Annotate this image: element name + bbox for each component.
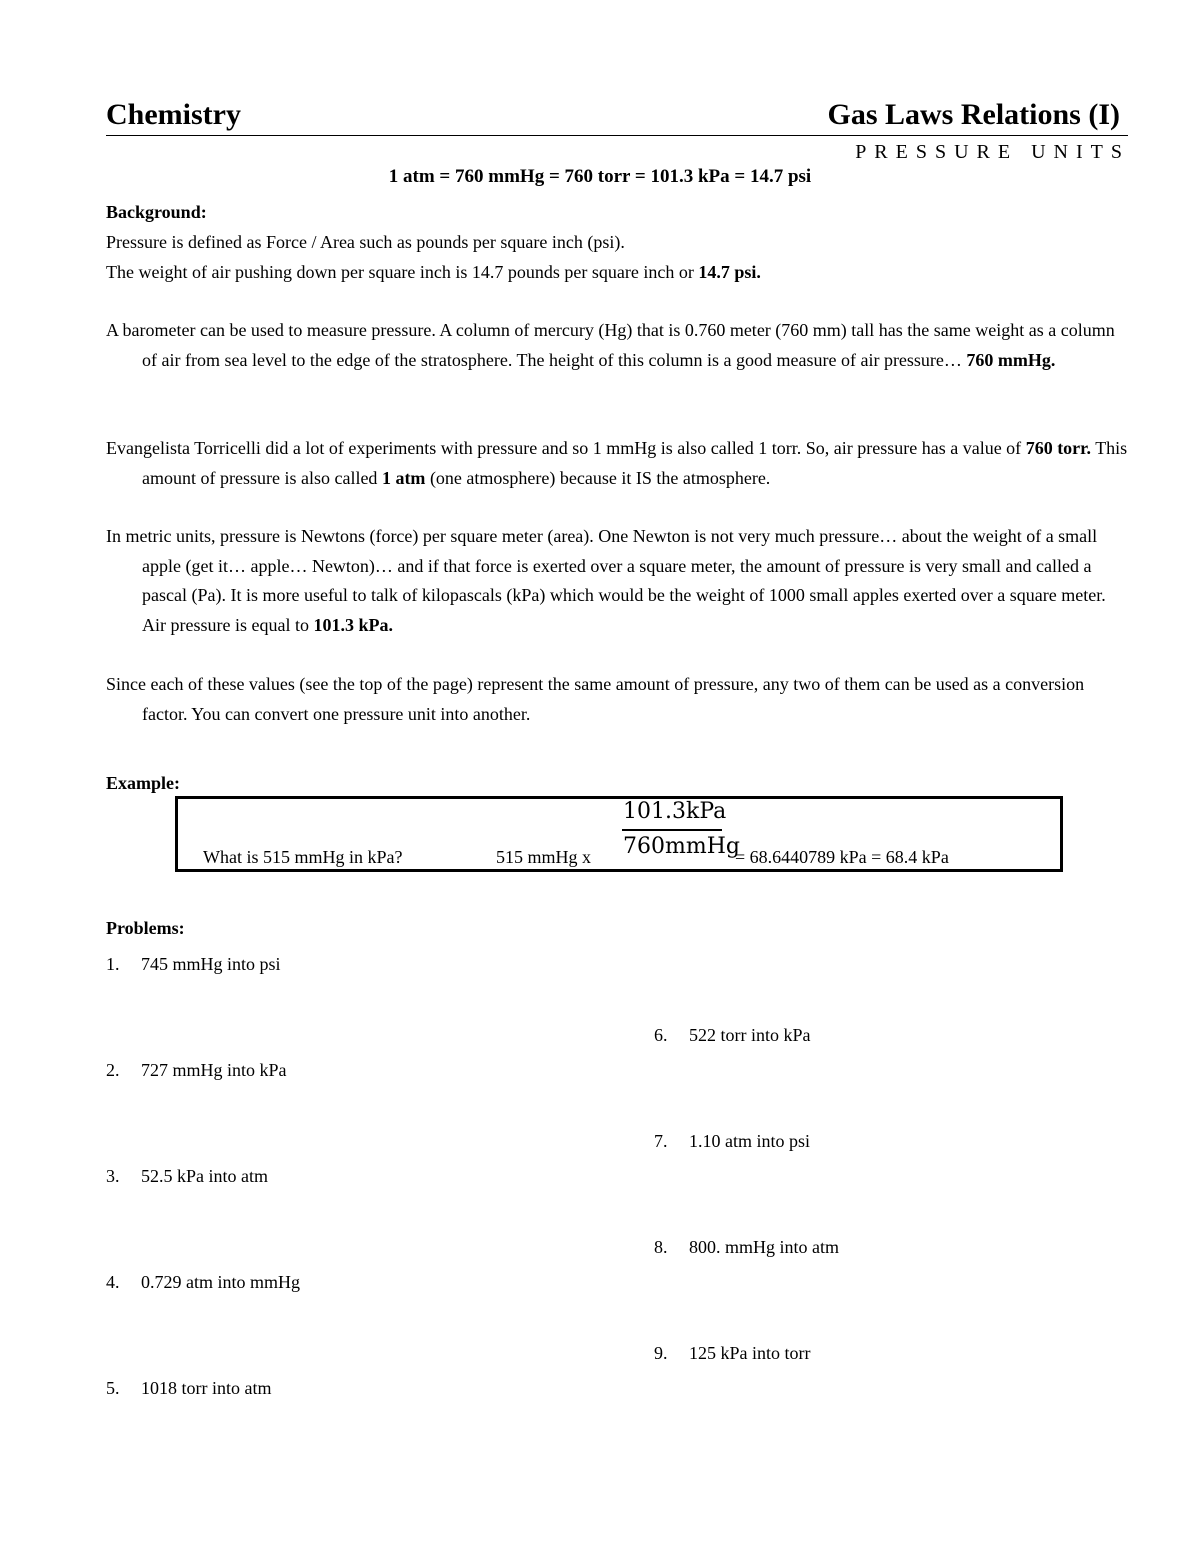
problem-item: 1. 745 mmHg into psi xyxy=(106,954,281,974)
problem-item: 9. 125 kPa into torr xyxy=(654,1343,811,1363)
background-line-1: Pressure is defined as Force / Area such as pounds per square inch (psi). xyxy=(106,232,625,252)
problems-heading: Problems: xyxy=(106,918,185,938)
fraction-bar xyxy=(622,829,722,831)
conversion-paragraph: Since each of these values (see the top of the page) represent the same amount of pressure, any two of them can be used as a conversion factor. You can convert one pressure unit into another. xyxy=(106,674,1085,724)
problem-item: 4. 0.729 atm into mmHg xyxy=(106,1272,300,1292)
example-box xyxy=(175,796,1063,872)
torricelli-paragraph: Evangelista Torricelli did a lot of experiments with pressure and so 1 mmHg is also called 1 torr. So, air pressure has a value of 760 torr. This amount of pressure is also called 1 atm (one atmosphere) because it IS the atmosphere. xyxy=(106,438,1128,488)
example-question: What is 515 mmHg in kPa? xyxy=(203,847,403,867)
problem-item: 2. 727 mmHg into kPa xyxy=(106,1060,287,1080)
barometer-paragraph: A barometer can be used to measure pressure. A column of mercury (Hg) that is 0.760 meter (760 mm) tall has the same weight as a column of air from sea level to the edge of the stratosphere. The height of this column is a good measure of air pressure… 760 mmHg. xyxy=(106,320,1115,370)
section-label: PRESSURE UNITS xyxy=(855,141,1130,163)
fraction-numerator: 101.3kPa xyxy=(623,799,727,824)
header-divider xyxy=(106,135,1128,136)
problem-item: 6. 522 torr into kPa xyxy=(654,1025,811,1045)
background-line-2: The weight of air pushing down per square inch is 14.7 pounds per square inch or 14.7 psi. xyxy=(106,261,761,282)
example-heading: Example: xyxy=(106,773,180,793)
problem-item: 8. 800. mmHg into atm xyxy=(654,1237,839,1257)
problem-item: 7. 1.10 atm into psi xyxy=(654,1131,810,1151)
metric-paragraph: In metric units, pressure is Newtons (force) per square meter (area). One Newton is not very much pressure… about the weight of a small apple (get it… apple… Newton)… and if that force is exerted over a square meter, the amount of pressure is very small and called a pascal (Pa). It is more useful to talk of kilopascals (kPa) which would be the weight of 1000 small apples exerted over a square meter. Air pressure is equal to 101.3 kPa. xyxy=(106,526,1106,635)
background-heading: Background: xyxy=(106,202,207,222)
example-given: 515 mmHg x xyxy=(496,847,592,867)
worksheet-title: Gas Laws Relations (I) xyxy=(827,98,1120,131)
fraction-denominator: 760mmHg xyxy=(623,834,740,859)
problem-item: 3. 52.5 kPa into atm xyxy=(106,1166,268,1186)
unit-equivalence: 1 atm = 760 mmHg = 760 torr = 101.3 kPa = 14.7 psi xyxy=(388,166,812,187)
example-result: = 68.6440789 kPa = 68.4 kPa xyxy=(735,847,949,867)
problem-item: 5. 1018 torr into atm xyxy=(106,1378,272,1398)
background-paragraph-1 xyxy=(106,228,1130,287)
subject-heading: Chemistry xyxy=(106,98,241,131)
